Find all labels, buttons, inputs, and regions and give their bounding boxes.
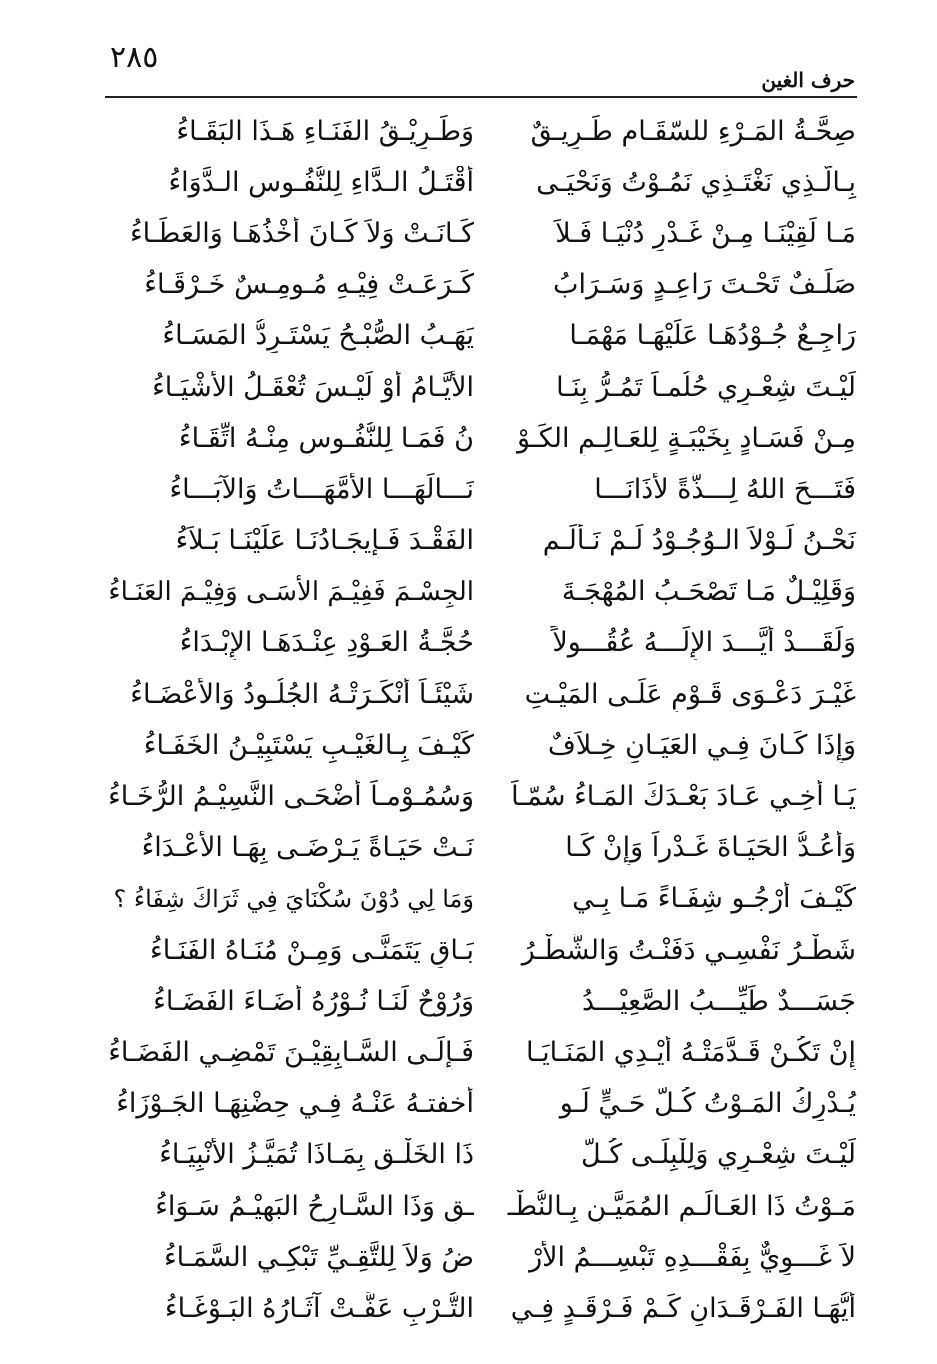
- poem-body: [100, 106, 860, 1335]
- verse-line: [100, 516, 860, 567]
- first-hemistich: وَلَقَـــدْ أَيَّـــدَ الإِلَـــهُ عُقُـــولاً: [552, 627, 856, 659]
- second-hemistich: ـقِ وَذَا السَّـارِحُ البَهِيْـمُ سَـوَاءُ: [155, 1190, 474, 1222]
- verse-line: [100, 413, 860, 464]
- first-hemistich: يُـدْرِكُ المَـوْتُ كُـلَّ حَـيٍّ لَـو: [559, 1088, 856, 1120]
- second-hemistich: وَمَا لِي دُوْنَ سُكْنَايَ فِي ثَرَاكَ شِفَاءُ ؟: [113, 885, 474, 914]
- verse-line: [100, 1283, 860, 1334]
- second-hemistich: نَـــالَهَـــا الأُمَّهَـــاتُ وَالآبَـــاءُ: [169, 473, 474, 505]
- verse-line: [100, 1232, 860, 1283]
- second-hemistich: وَرُوْحٌ لَنَـا نُـوْرُهُ أَضَـاءَ الفَضَـاءُ: [153, 985, 474, 1017]
- verse-line: [100, 464, 860, 515]
- first-hemistich: صِحَّـةُ المَـرْءِ للسّقَـامِ طَـرِيـقٌ: [530, 115, 856, 147]
- first-hemistich: فَتَـــحَ اللهُ لِـــذَّةً لأَذَانَـــا: [594, 473, 856, 505]
- first-hemistich: لَيْـتَ شِعْـرِي وَلِلْبِلَـى كُـلُّ: [580, 1139, 856, 1171]
- page-number: ٢٨٥: [110, 40, 159, 75]
- first-hemistich: مَـوْتُ ذَا العَـالَـمِ المُمَيَّـنِ بِـالنُّطْـ: [507, 1190, 856, 1222]
- second-hemistich: الجِسْـمَ فَفِيْـمَ الأَسَـى وَفِيْـمَ العَنَـاءُ: [108, 577, 474, 608]
- verse-line: [100, 1027, 860, 1078]
- first-hemistich: وَإِذَا كَـانَ فِـي العَيَـانِ خِـلاَفٌ: [547, 729, 856, 761]
- verse-line: [100, 976, 860, 1027]
- verse-line: [100, 208, 860, 259]
- second-hemistich: كَـرَعَـتْ فِيْـهِ مُـومِـسٌ خَـرْقَـاءُ: [144, 269, 474, 301]
- second-hemistich: الأَيَّـامُ أَوْ لَيْـسَ تُعْقَـلُ الأَشْيَـاءُ: [152, 371, 474, 403]
- second-hemistich: حُجَّـةُ العَـوْدِ عِنْـدَهَـا الإِبْـدَاءُ: [179, 627, 474, 659]
- verse-line: [100, 720, 860, 771]
- first-hemistich: بِـالَّـذِي نَغْتَـذِي نَمُـوْتُ وَنَحْيَـى: [536, 166, 856, 198]
- verse-line: [100, 1181, 860, 1232]
- first-hemistich: شَطْـرُ نَفْسِـي دَفَنْـتُ وَالشَّطْـرُ: [521, 934, 856, 966]
- second-hemistich: الفَقْـدَ فَـإِيجَـادُنَـا عَلَيْنَـا بَـلاَءُ: [175, 525, 474, 557]
- first-hemistich: أَيُّهَـا الفَـرْقَـدَانِ كَـمْ فَـرْقَـدٍ فِـي: [510, 1292, 856, 1324]
- chapter-title: حرف الغين: [761, 68, 855, 92]
- header-rule: [105, 96, 857, 98]
- verse-line: [100, 1079, 860, 1130]
- second-hemistich: كَـانَـتْ وَلاَ كَـانَ أَخْذُهَـا وَالعَطَـاءُ: [129, 217, 474, 249]
- second-hemistich: نَـتْ حَيَـاةً يَـرْضَـى بِهَـا الأَعْـدَاءُ: [141, 832, 474, 864]
- second-hemistich: بَـاقٍ يَتَمَنَّـى وَمِـنْ مُنَـاهُ الفَنَـاءُ: [150, 934, 474, 966]
- verse-line: [100, 106, 860, 157]
- first-hemistich: رَاجِـعٌ جُـوْدُهَـا عَلَيْهَـا مَهْمَـا: [569, 320, 856, 352]
- first-hemistich: لَيْـتَ شِعْـرِي حُلُمـاً تَمُـرُّ بِنَـا: [556, 371, 856, 403]
- first-hemistich: مِـنْ فَسَـادٍ بِخَيْبَـةٍ لِلعَـالِـمِ الكَـوْ: [517, 422, 856, 454]
- first-hemistich: مَـا لَقِيْنَـا مِـنْ غَـدْرِ دُنْيَـا فَـلاَ: [555, 217, 856, 249]
- verse-line: [100, 1130, 860, 1181]
- verse-line: [100, 157, 860, 208]
- second-hemistich: يَهَـبُ الصُّبْـحُ يَسْتَـرِدُّ المَسَـاءُ: [162, 320, 474, 352]
- verse-line: [100, 567, 860, 618]
- second-hemistich: ضُ وَلاَ لِلتَّقِـيِّ تَبْكِـي السَّمَـاءُ: [163, 1241, 474, 1273]
- first-hemistich: جَسَـــدٌ طَيِّـــبُ الصَّعِيْـــدُ: [582, 985, 856, 1017]
- second-hemistich: كَيْـفَ بِـالغَيْـبِ يَسْتَبِيْـنُ الخَفَـاءُ: [143, 729, 474, 761]
- verse-line: [100, 669, 860, 720]
- verse-line: [100, 311, 860, 362]
- second-hemistich: فَـإِلَـى السَّـابِقِيْـنَ تَمْضِـي الفَضَـاءُ: [108, 1036, 474, 1068]
- second-hemistich: شَيْئَـاً أَنْكَـرَتْـهُ الجُلُـودُ وَالأَعْضَـاءُ: [130, 678, 474, 710]
- second-hemistich: ذَا الخَلْـقِ بِمَـاذَا تُمَيَّـزُ الأَنْبِيَـاءُ: [159, 1139, 474, 1171]
- second-hemistich: وَطَـرِيْـقُ الفَنَـاءِ هَـذَا البَقَـاءُ: [176, 115, 474, 147]
- first-hemistich: يَـا أَخِـي عَـادَ بَعْـدَكَ المَـاءُ سُمّـاً: [511, 781, 856, 813]
- first-hemistich: لاَ غَـــوِيٌّ بِفَقْـــدِهِ تَبْسِـــمُ الأَرْ: [529, 1241, 856, 1273]
- second-hemistich: أَقْتَـلُ الـدَّاءِ لِلنُّفُـوسِ الـدَّوَاءُ: [168, 166, 474, 198]
- verse-line: [100, 362, 860, 413]
- verse-line: [100, 260, 860, 311]
- verse-line: [100, 925, 860, 976]
- first-hemistich: صَلَـفٌ تَحْـتَ رَاعِـدٍ وَسَـرَابُ: [553, 269, 856, 301]
- second-hemistich: أَخفتـهُ عَنْـهُ فِـي حِضْنِهَـا الجَـوْزَاءُ: [116, 1088, 474, 1120]
- verse-line: [100, 618, 860, 669]
- second-hemistich: نُ فَمَـا لِلنُّفُـوسِ مِنْـهُ اتِّقَـاءُ: [178, 422, 474, 454]
- second-hemistich: التُّـرْبِ عَفَّـتْ آثَـارُهُ البَـوْغَـاءُ: [164, 1292, 474, 1324]
- first-hemistich: وَأَعُـدُّ الحَيَـاةَ غَـدْراً وَإِنْ كَـا: [565, 832, 856, 864]
- verse-line: [100, 823, 860, 874]
- first-hemistich: غَيْـرَ دَعْـوَى قَـوْمٍ عَلَـى المَيْـتِ: [524, 678, 856, 710]
- first-hemistich: نَحْـنُ لَـوْلاَ الـوُجُـوْدُ لَـمْ نَـأْلَـمِ: [542, 525, 856, 557]
- verse-line: [100, 771, 860, 822]
- second-hemistich: وَسُمُـوْمـاً أَضْحَـى النَّسِيْـمُ الرُّخَـاءُ: [108, 781, 474, 813]
- verse-line: [100, 874, 860, 925]
- first-hemistich: وَقَلِيْـلٌ مَـا تَصْحَـبُ المُهْجَـةَ: [561, 576, 856, 608]
- first-hemistich: كَيْـفَ أَرْجُـو شِفَـاءً مَـا بِـي: [572, 883, 856, 915]
- first-hemistich: إِنْ تَكُـنْ قَـدَّمَتْـهُ أَيْـدِي المَنَـايَـا: [525, 1036, 856, 1068]
